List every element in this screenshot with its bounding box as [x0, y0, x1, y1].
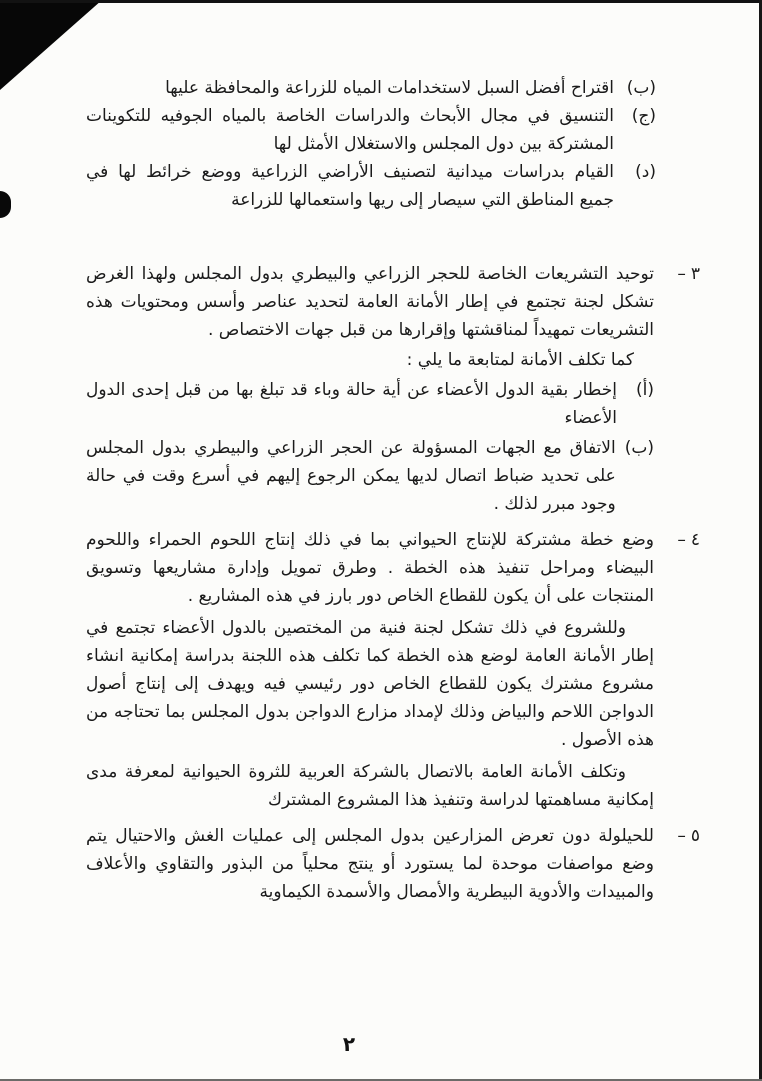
item-text: اقتراح أفضل السبل لاستخدامات المياه للزراعة والمحافظة عليها [165, 78, 614, 98]
section-number-digit: ٥ [690, 826, 700, 846]
section-number [662, 526, 700, 814]
section-5 [86, 822, 700, 906]
section-followup: كما تكلف الأمانة لمتابعة ما يلي : [406, 350, 634, 370]
document-content [86, 74, 700, 906]
item-marker: (د) [635, 162, 656, 182]
section-paragraph: وللشروع في ذلك تشكل لجنة فنية من المختصين بالدول الأعضاء تجتمع في إطار الأمانة العامة لوضع هذه الخطة كما تكلف هذه اللجنة بدراسة إمكانية انشاء مشروع مشترك يكون للقطاع الخاص دور رئيسي فيه ويهدف إلى إنتاج أصول الدواجن اللاحم والبياض وذلك لإمداد مزارع الدواجن بدول المجلس بما تحتاجه من هذه الأصول . [86, 618, 654, 750]
page-number: ٢ [342, 1032, 356, 1056]
lettered-list [86, 74, 700, 214]
scan-top-edge-line [0, 0, 762, 3]
section-paragraph: وتكلف الأمانة العامة بالاتصال بالشركة العربية للثروة الحيوانية لمعرفة مدى إمكانية مساهمتها لدراسة وتنفيذ هذا المشروع المشترك [86, 762, 654, 810]
lettered-item-d [86, 158, 656, 214]
scan-left-blob-artifact [0, 191, 11, 218]
sub-item-a [86, 376, 654, 432]
section-number-dash: – [677, 264, 686, 284]
section-number-digit: ٣ [690, 264, 700, 284]
section-paragraph: توحيد التشريعات الخاصة للحجر الزراعي والبيطري بدول المجلس ولهذا الغرض تشكل لجنة تجتمع في إطار الأمانة العامة لتحديد عناصر وأسس ومحتويات هذه التشريعات تمهيداً لمناقشتها وإقرارها من قبل جهات الاختصاص . [86, 264, 654, 340]
section-4 [86, 526, 700, 814]
section-number [662, 260, 700, 518]
section-number-dash: – [677, 826, 686, 846]
section-paragraph: للحيلولة دون تعرض المزارعين بدول المجلس إلى عمليات الغش والاحتيال يتم وضع مواصفات موحدة لما يستورد أو ينتج محلياً من البذور والتقاوي والأعلاف والمبيدات والأدوية البيطرية والأمصال والأسمدة الكيماوية [86, 826, 654, 902]
sub-item-b [86, 434, 654, 518]
section-number-dash: – [677, 530, 686, 550]
section-4-lead [86, 526, 700, 814]
section-number-digit: ٤ [690, 530, 700, 550]
item-text: إخطار بقية الدول الأعضاء عن أية حالة وباء قد تبلغ بها من قبل إحدى الدول الأعضاء [86, 380, 617, 428]
lettered-item-b [86, 74, 656, 102]
item-marker: (أ) [636, 380, 654, 400]
item-marker: (ب) [626, 78, 656, 98]
section-3-lead [86, 260, 700, 518]
lettered-item-j [86, 102, 656, 158]
item-text: التنسيق في مجال الأبحاث والدراسات الخاصة بالمياه الجوفيه للتكوينات المشتركة بين دول المجلس والاستغلال الأمثل لها [86, 106, 614, 154]
section-3 [86, 260, 700, 518]
section-paragraph: وضع خطة مشتركة للإنتاج الحيواني بما في ذلك إنتاج اللحوم الحمراء واللحوم البيضاء ومراحل تنفيذ هذه الخطة . وطرق تمويل وإدارة مشاريعها وتسويق المنتجات على أن يكون للقطاع الخاص دور بارز في هذه المشاريع . [86, 530, 654, 606]
item-marker: (ج) [631, 106, 656, 126]
section-number [662, 822, 700, 906]
section-5-lead [86, 822, 700, 906]
section-body [86, 526, 654, 814]
item-text: الاتفاق مع الجهات المسؤولة عن الحجر الزراعي والبيطري بدول المجلس على تحديد ضباط اتصال لديها يمكن الرجوع إليهم في أسرع وقت في حالة وجود مبرر لذلك . [86, 438, 616, 514]
section-body [86, 260, 654, 518]
item-marker: (ب) [624, 438, 654, 458]
section-body [86, 822, 654, 906]
item-text: القيام بدراسات ميدانية لتصنيف الأراضي الزراعية ووضع خرائط لها في جميع المناطق التي سيصار إلى ريها واستعمالها للزراعة [86, 162, 614, 210]
